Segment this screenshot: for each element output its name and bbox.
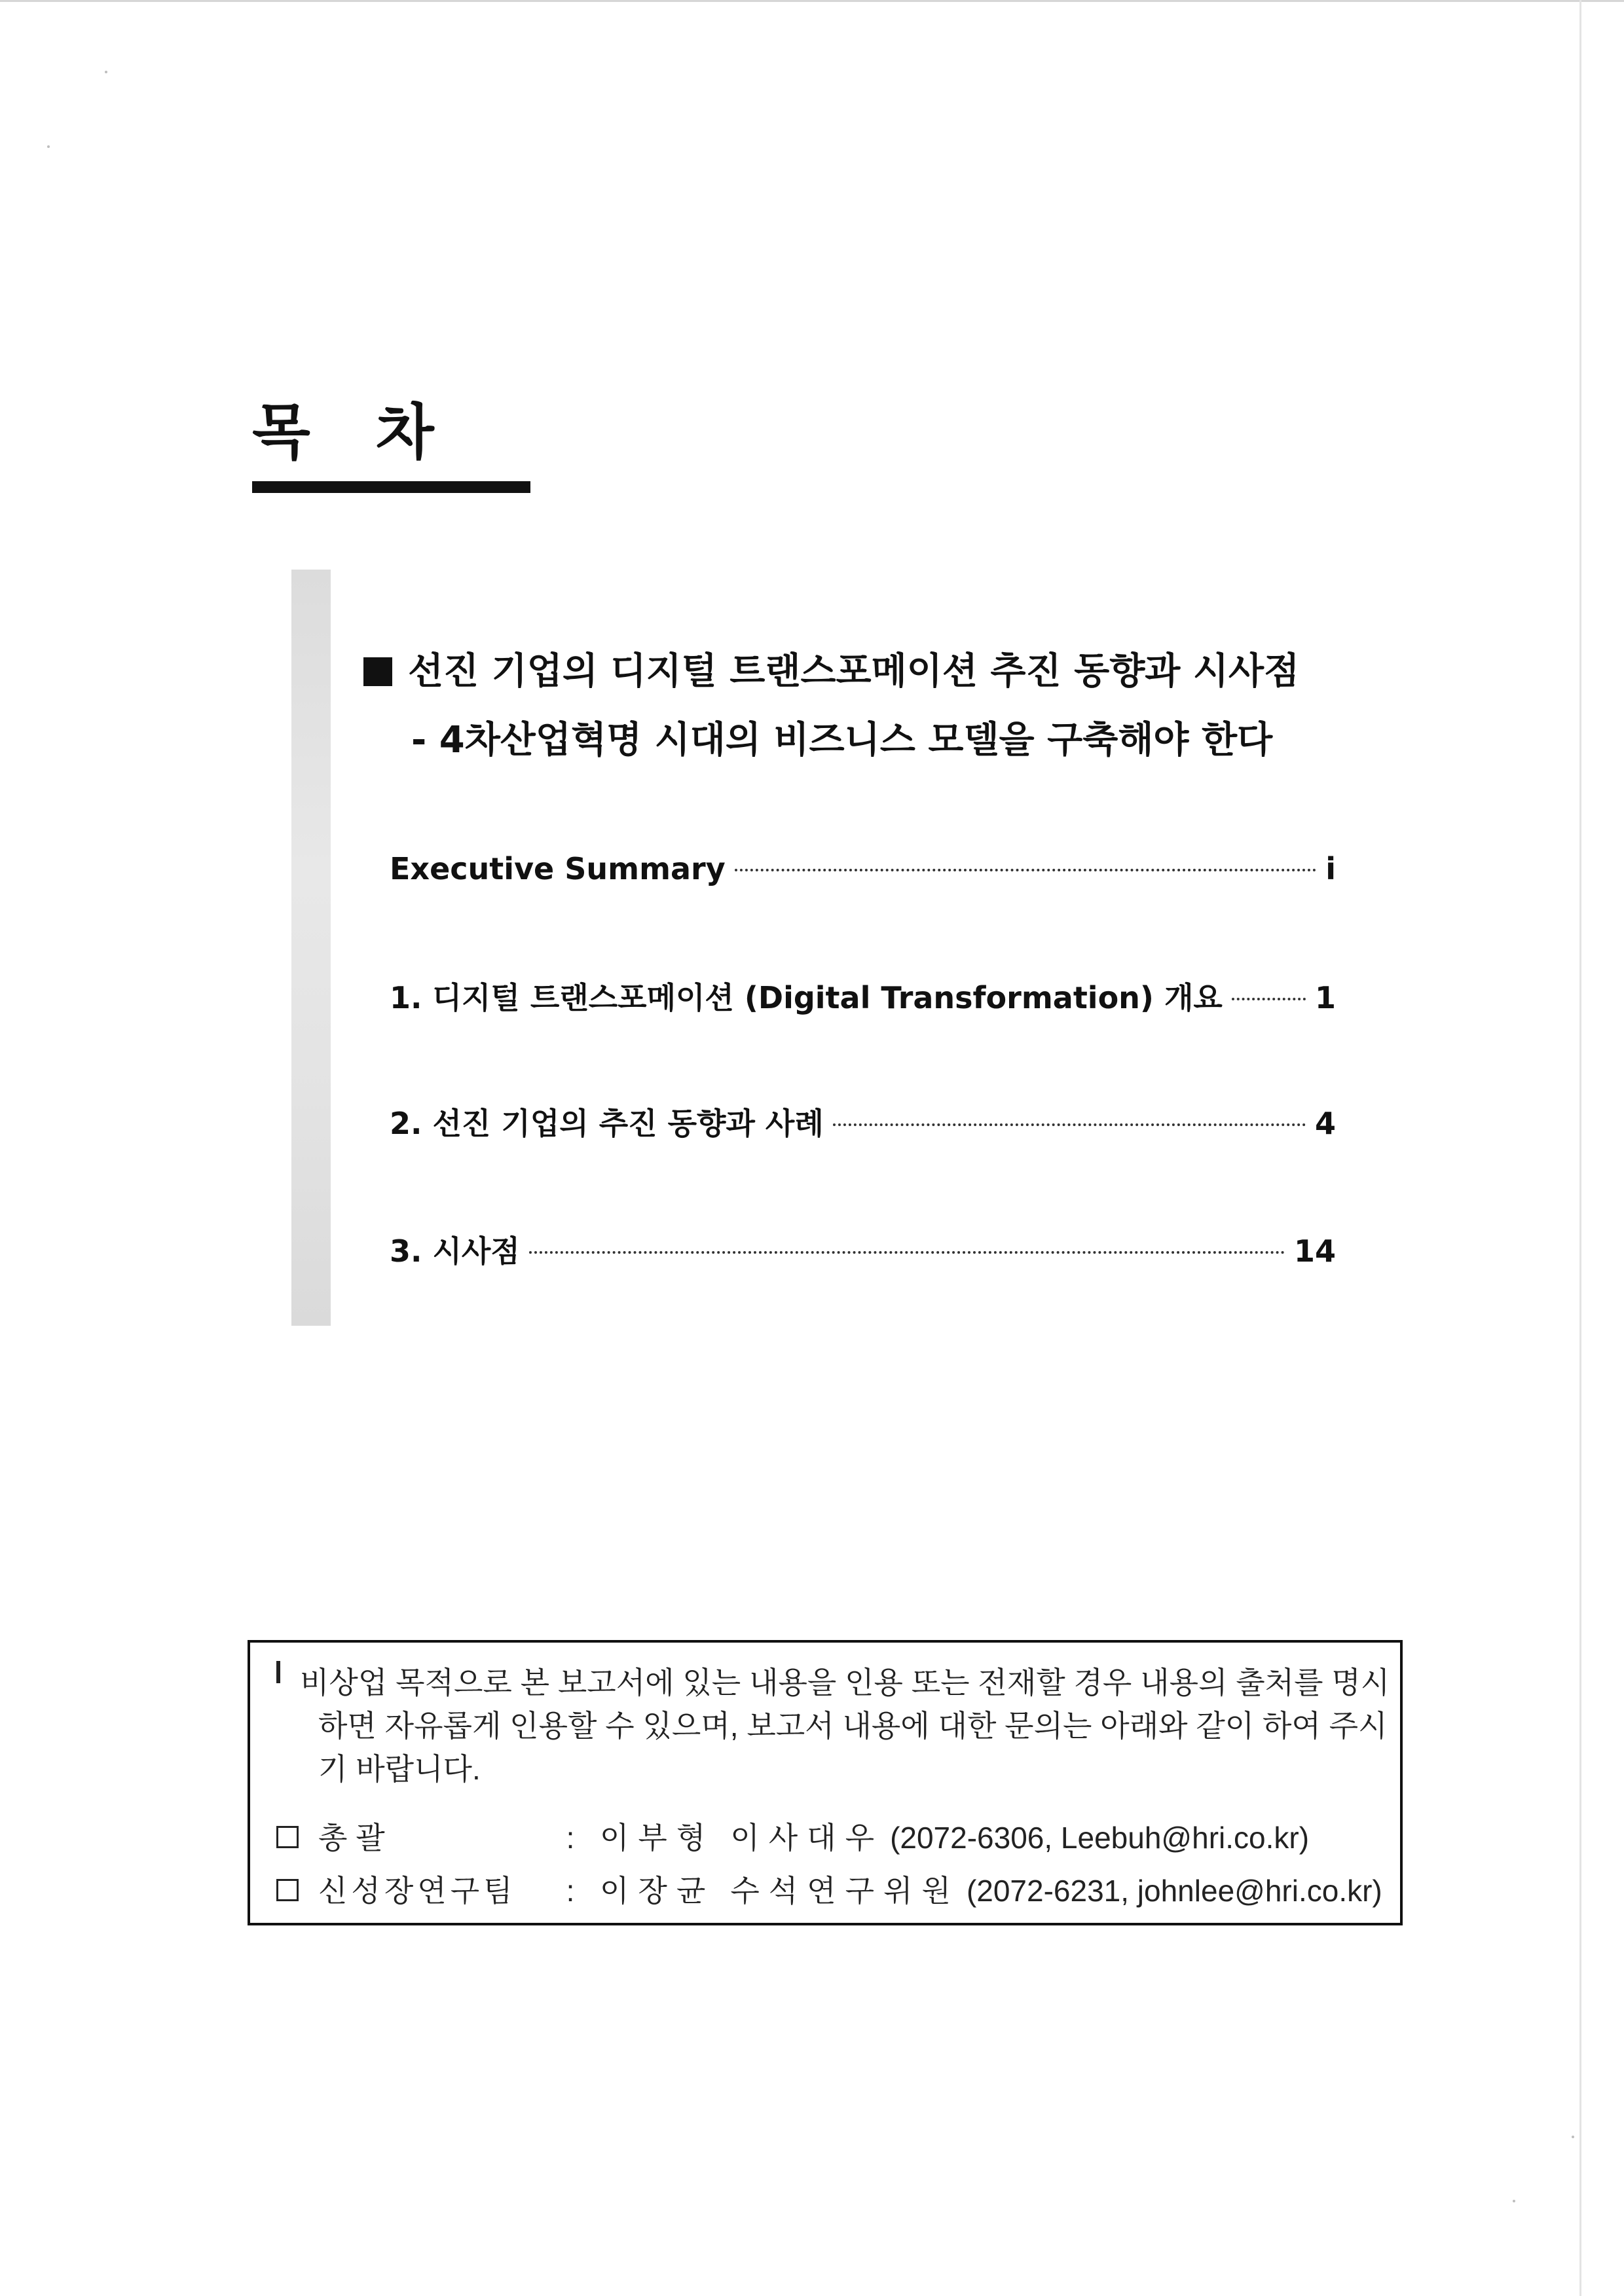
- toc-entry-label: 1. 디지털 트랜스포메이션 (Digital Transformation) 개요: [390, 980, 1223, 1015]
- contact-title: 수석연구위원: [730, 1874, 960, 1908]
- contact-info: (2072-6231, johnlee@hri.co.kr): [966, 1874, 1382, 1908]
- decorative-side-strip: [291, 570, 331, 1326]
- checkbox-icon: [276, 1879, 299, 1901]
- contact-name: 이장균: [600, 1874, 715, 1908]
- notice-text: 비상업 목적으로 본 보고서에 있는 내용을 인용 또는 전재할 경우 내용의 출처를 명시: [300, 1666, 1390, 1700]
- notice-line: [276, 1661, 1390, 1704]
- toc-entry-page: 1: [1314, 980, 1336, 1015]
- checkbox-icon: [276, 1661, 280, 1683]
- page-title: 목 차: [252, 397, 456, 467]
- report-headline: [363, 648, 1299, 696]
- toc-entry-section-3[interactable]: [390, 1228, 1336, 1271]
- toc-entry-label: 2. 선진 기업의 추진 동향과 사례: [390, 1106, 824, 1141]
- dot-leader: [735, 869, 1317, 871]
- scan-edge-line: [1579, 0, 1581, 2296]
- notice-line: [276, 1704, 1388, 1747]
- dot-leader: [1232, 998, 1306, 1000]
- toc-entry-page: i: [1325, 851, 1336, 886]
- notice-line: [276, 1747, 1383, 1791]
- notice-text: 기 바랍니다.: [318, 1752, 481, 1786]
- notice-box: [248, 1640, 1403, 1925]
- contact-role: 신성장연구팀: [318, 1874, 517, 1908]
- scan-speck: [1513, 2200, 1515, 2202]
- notice-line-text: [300, 1661, 1390, 1704]
- dot-leader: [833, 1123, 1306, 1126]
- toc-entry-executive-summary[interactable]: [390, 851, 1336, 886]
- contact-row-team: [276, 1867, 1382, 1910]
- contact-info: (2072-6306, Leebuh@hri.co.kr): [890, 1821, 1310, 1855]
- toc-entry-page: 14: [1293, 1233, 1336, 1269]
- contact-title: 이사대우: [730, 1821, 884, 1855]
- page-top-rule: [0, 0, 1624, 2]
- usage-notice: [276, 1661, 1390, 1791]
- contact-colon: :: [566, 1874, 575, 1908]
- notice-text: 하면 자유롭게 인용할 수 있으며, 보고서 내용에 대한 문의는 아래와 같이 하여 주시: [318, 1709, 1388, 1743]
- scan-speck: [105, 71, 107, 73]
- toc-entry-label: Executive Summary: [390, 851, 726, 886]
- scan-speck: [1572, 2136, 1574, 2138]
- report-subtitle: - 4차산업혁명 시대의 비즈니스 모델을 구축해야 한다: [411, 719, 1273, 761]
- contact-colon: :: [566, 1821, 575, 1855]
- checkbox-icon: [276, 1826, 299, 1848]
- contact-row-general: [276, 1814, 1309, 1857]
- square-bullet-icon: [363, 657, 392, 686]
- report-headline-text: 선진 기업의 디지털 트랜스포메이션 추진 동향과 시사점: [408, 650, 1300, 693]
- toc-entry-page: 4: [1314, 1106, 1336, 1141]
- scan-speck: [47, 145, 50, 148]
- title-underline-bar: [252, 481, 530, 493]
- dot-leader: [529, 1251, 1285, 1254]
- contact-name: 이부형: [600, 1821, 715, 1855]
- toc-entry-section-1[interactable]: [390, 974, 1336, 1017]
- contact-role: 총 괄: [318, 1821, 385, 1855]
- toc-entry-label: 3. 시사점: [390, 1233, 520, 1269]
- toc-entry-section-2[interactable]: [390, 1100, 1336, 1143]
